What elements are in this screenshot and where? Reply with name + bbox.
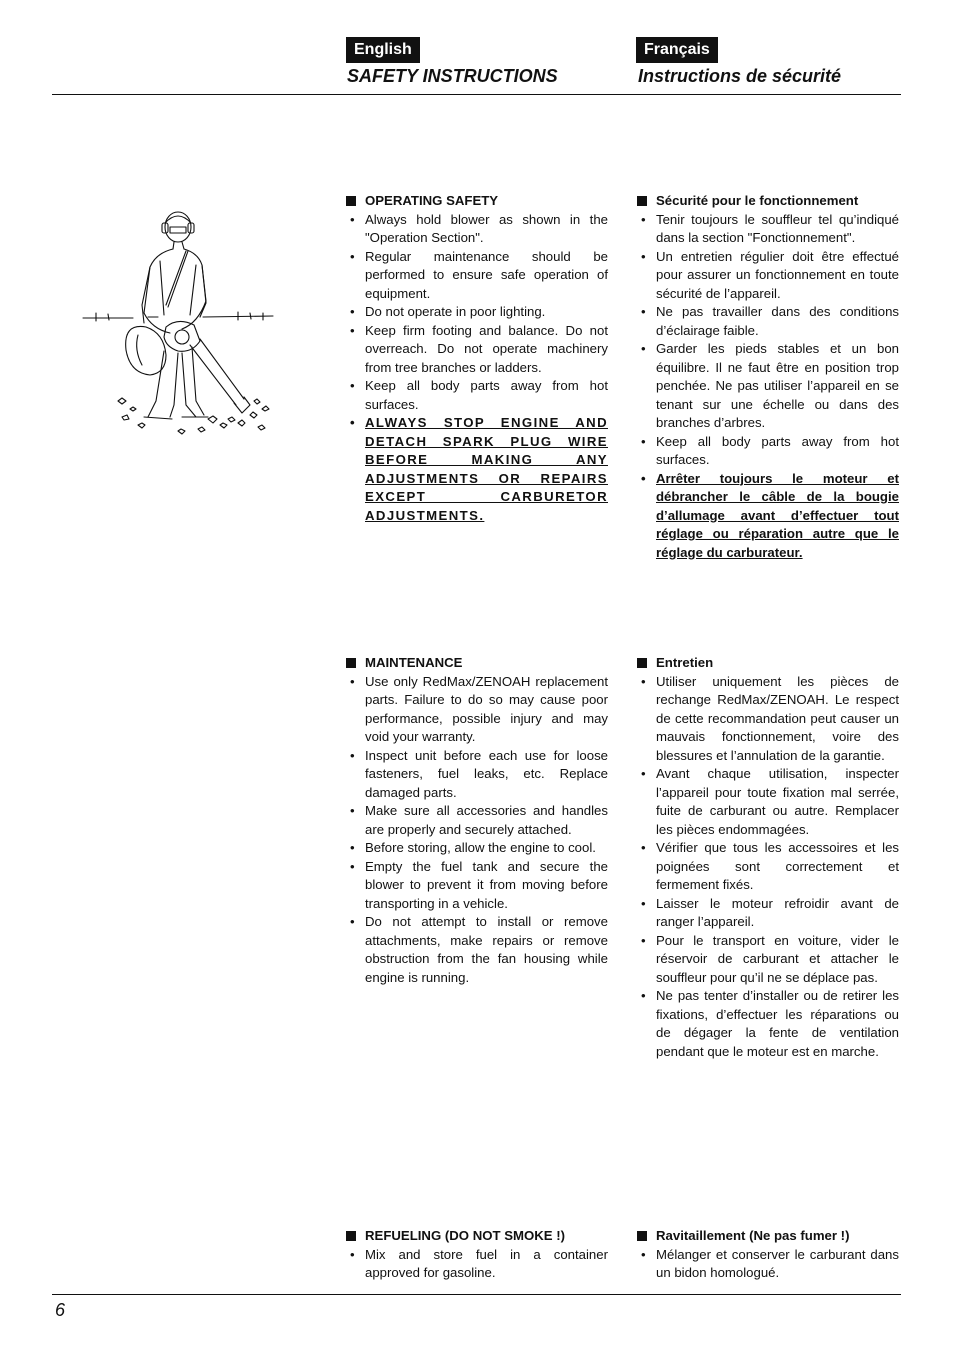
list-item: • Un entretien régulier doit être effectué pour assurer un fonctionnement en toute sécurité de l’appareil. bbox=[641, 248, 899, 301]
refueling-english bbox=[346, 1227, 608, 1283]
list-item: • Empty the fuel tank and secure the blower to prevent it from moving before transporting in a vehicle. bbox=[350, 858, 608, 911]
list-item: • Pour le transport en voiture, vider le réservoir de carburant et attacher le souffleur pour qu’il ne se déplace pas. bbox=[641, 932, 899, 985]
list-item: • Tenir toujours le souffleur tel qu’indiqué dans la section "Fonctionnement". bbox=[641, 211, 899, 245]
square-bullet-icon bbox=[346, 1231, 356, 1241]
section-heading: Sécurité pour le fonctionnement bbox=[637, 192, 899, 211]
section-heading: Ravitaillement (Ne pas fumer !) bbox=[637, 1227, 899, 1246]
section-heading: Entretien bbox=[637, 654, 899, 673]
section-heading: REFUELING (DO NOT SMOKE !) bbox=[346, 1227, 608, 1246]
list-item: • Before storing, allow the engine to cool. bbox=[350, 840, 596, 855]
section-heading: OPERATING SAFETY bbox=[346, 192, 608, 211]
list-item: • Keep all body parts away from hot surfaces. bbox=[350, 378, 608, 412]
square-bullet-icon bbox=[637, 196, 647, 206]
blower-operator-illustration bbox=[78, 205, 278, 440]
english-language-tag: English bbox=[346, 37, 420, 63]
square-bullet-icon bbox=[346, 658, 356, 668]
section-heading: MAINTENANCE bbox=[346, 654, 608, 673]
list-item: • Vérifier que tous les accessoires et les poignées sont correctement et fermement fixés. bbox=[641, 840, 899, 892]
list-item: • Inspect unit before each use for loose fasteners, fuel leaks, etc. Replace damaged parts. bbox=[350, 747, 608, 800]
warning-list-item: • ALWAYS STOP ENGINE AND DETACH SPARK PLUG WIRE BEFORE MAKING ANY ADJUSTMENTS OR REPAIRS EXCEPT CARBURETOR ADJUSTMENTS. bbox=[350, 415, 608, 523]
square-bullet-icon bbox=[637, 1231, 647, 1241]
list-item: • Mix and store fuel in a container approved for gasoline. bbox=[350, 1246, 608, 1280]
english-section-title: SAFETY INSTRUCTIONS bbox=[347, 66, 558, 86]
list-item: • Keep all body parts away from hot surfaces. bbox=[641, 433, 899, 467]
list-item: • Do not attempt to install or remove attachments, make repairs or remove obstruction from the fan housing while engine is running. bbox=[350, 914, 608, 985]
maintenance-english bbox=[346, 654, 608, 987]
list-item: • Mélanger et conserver le carburant dans un bidon homologué. bbox=[641, 1246, 899, 1280]
footer-rule bbox=[52, 1294, 901, 1295]
list-item: • Avant chaque utilisation, inspecter l’appareil pour toute fixation mal serrée, fuite de carburant ou autre. Remplacer les pièces endommagées. bbox=[641, 766, 899, 837]
list-item: • Ne pas tenter d’installer ou de retirer les fixations, d’effectuer les réparations ou de dégager la fente de ventilation pendant que le moteur est en marche. bbox=[641, 988, 899, 1059]
list-item: • Garder les pieds stables et un bon équilibre. Il ne faut être en position trop penchée. Ne pas utiliser l’appareil en se tenant sur une échelle ou dans des branches d’arbres. bbox=[641, 341, 899, 430]
warning-list-item: • Arrêter toujours le moteur et débrancher le câble de la bougie d’allumage avant d’effectuer tout réglage ou réparation autre que le réglage du carburateur. bbox=[641, 470, 899, 560]
list-item: • Ne pas travailler dans des conditions d’éclairage faible. bbox=[641, 304, 899, 338]
list-item: • Keep firm footing and balance. Do not overreach. Do not operate machinery from tree branches or ladders. bbox=[350, 322, 608, 375]
square-bullet-icon bbox=[346, 196, 356, 206]
list-item: • Always hold blower as shown in the "Operation Section". bbox=[350, 211, 608, 245]
list-item: • Make sure all accessories and handles are properly and securely attached. bbox=[350, 803, 608, 837]
operating-safety-french bbox=[637, 192, 899, 562]
list-item: • Use only RedMax/ZENOAH replacement parts. Failure to do so may cause poor performance, possible injury and may void your warranty. bbox=[350, 673, 608, 744]
page-number: 6 bbox=[55, 1300, 66, 1320]
maintenance-french bbox=[637, 654, 899, 1061]
list-item: • Laisser le moteur refroidir avant de ranger l’appareil. bbox=[641, 895, 899, 929]
refueling-french bbox=[637, 1227, 899, 1283]
list-item: • Utiliser uniquement les pièces de rechange RedMax/ZENOAH. Le respect de cette recommandation peut causer un mauvais fonctionnement, voire des blessures et l’annulation de la garantie. bbox=[641, 673, 899, 763]
operating-safety-english bbox=[346, 192, 608, 525]
header-rule bbox=[52, 94, 901, 95]
french-language-tag: Français bbox=[636, 37, 718, 63]
list-item: • Regular maintenance should be performed to ensure safe operation of equipment. bbox=[350, 248, 608, 301]
list-item: • Do not operate in poor lighting. bbox=[350, 304, 546, 319]
square-bullet-icon bbox=[637, 658, 647, 668]
french-section-title: Instructions de sécurité bbox=[638, 66, 842, 86]
